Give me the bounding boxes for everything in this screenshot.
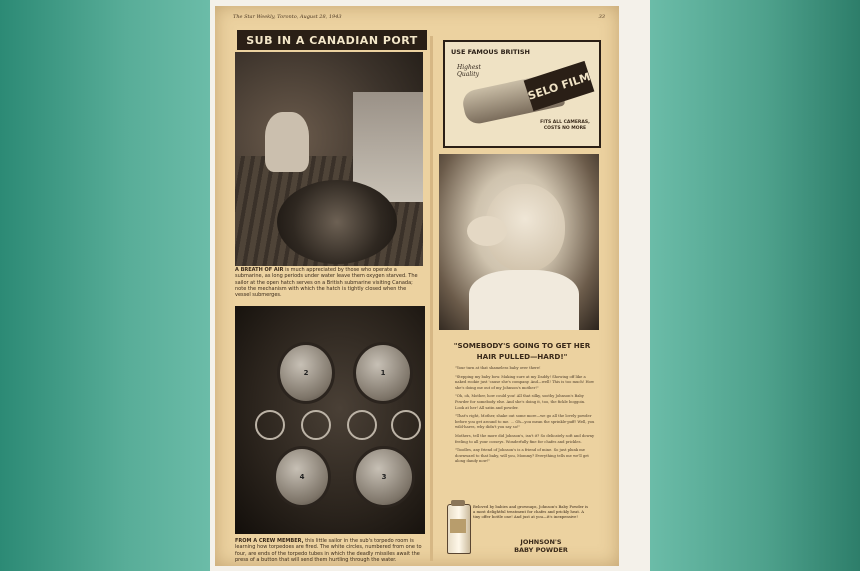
film-product: FILM [559, 69, 592, 92]
caption-torpedo [235, 538, 430, 564]
article-banner: SUB IN A CANADIAN PORT [237, 30, 427, 50]
submarine-hatch-photo [235, 52, 423, 266]
johnsons-brand [501, 538, 581, 558]
open-hatch [277, 180, 397, 264]
page-header [233, 14, 605, 24]
baby-bib [469, 270, 579, 330]
baby-ad-headline: "SOMEBODY'S GOING TO GET HER HAIR PULLED—HARD!" [453, 341, 591, 361]
body-paragraph: Mothers, tell the more did Johnson's, isn't it? So delicately soft and downy feeling to all your cosseys. Wonderfully fine for chafes and prickles. [455, 433, 595, 444]
sailor-figure [265, 112, 309, 172]
torpedo-room-photo [235, 306, 425, 534]
film-ad-cameras: FITS ALL CAMERAS, COSTS NO MORE [540, 120, 590, 131]
baby-photo [439, 154, 599, 330]
film-brand: SELO [526, 80, 561, 103]
selo-film-ad [443, 40, 601, 148]
valve-wheel [347, 410, 377, 440]
body-paragraph: "Oh, oh, Mother, how could you! All that silky, soothy Johnson's Baby Powder for somebody else. And she's doing it, too, the fickle boggoin. Look at her! All satin and powder. [455, 394, 586, 410]
brand-line-1: JOHNSON'S [520, 538, 562, 546]
caption-hatch [235, 267, 423, 297]
background-right [650, 0, 860, 571]
torpedo-tube-1: 1 [353, 342, 413, 404]
newspaper-page [215, 6, 619, 566]
valve-wheel [255, 410, 285, 440]
torpedo-tube-4: 4 [273, 446, 331, 508]
powder-label [450, 519, 466, 533]
baby-ad-body [455, 366, 595, 496]
caption-torpedo-lead: FROM A CREW MEMBER, [235, 538, 304, 544]
film-ad-title: USE FAMOUS BRITISH [451, 48, 530, 56]
torpedo-tube-2: 2 [277, 342, 335, 404]
body-paragraph: "Toodles, any friend of Johnson's is a friend of mine. So just plunk me downward to that baby, will you, Mommy? Everything tells me we'll get along dandy now!" [455, 448, 589, 464]
body-paragraph: "That's right, Mother, shake out some more—we go all the lovely powder before you get around to me. ... Oh—you mean the sprinkle-puff! Well, you wild-hares, why didn't you say so!" [455, 414, 595, 430]
caption-hatch-text: is much appreciated by those who operate a submarine, as long periods under water leave them oxygen starved. The sailor at the open hatch serves on a British submarine visiting Canada; note the mechanism with which the hatch is tightly closed when the vessel submerges. [235, 267, 418, 299]
column-divider [430, 36, 433, 561]
page-number: 33 [598, 14, 605, 20]
header-left: The Star Weekly, Toronto, August 28, 1943 [233, 14, 342, 20]
valve-wheel [391, 410, 421, 440]
powder-tin-image [447, 504, 471, 554]
body-paragraph: "Your turn at that shameless baby over there! [455, 366, 541, 370]
baby-hand [467, 216, 507, 246]
film-ad-tagline: Highest Quality [457, 64, 481, 78]
torpedo-tube-3: 3 [353, 446, 415, 508]
caption-hatch-lead: A BREATH OF AIR [235, 267, 284, 273]
caption-torpedo-text: this little sailor in the sub's torpedo room is learning how torpedoes are fired. The white circles, numbered from one to four, are ends of the torpedo tubes in which the deadly missiles await the press of a button that will send them hurtling through the water. [235, 538, 422, 563]
baby-ad-pitch: Beloved by babies and grownups, Johnson's Baby Powder is a most delightful treatment for chafes and prickly heat. A tiny offer bottle one! And just at you—it's inexpensive! [473, 504, 589, 519]
valve-wheel [301, 410, 331, 440]
body-paragraph: "Stepping my baby bow. Making sure at my Daddy! Showing off like a naked rookie just 'cause she's company. And—well! This is too much! How she's doing me out of my Johnson's mother!" [455, 374, 595, 390]
powder-cap [451, 500, 465, 506]
brand-line-2: BABY POWDER [514, 546, 568, 554]
background-left [0, 0, 210, 571]
